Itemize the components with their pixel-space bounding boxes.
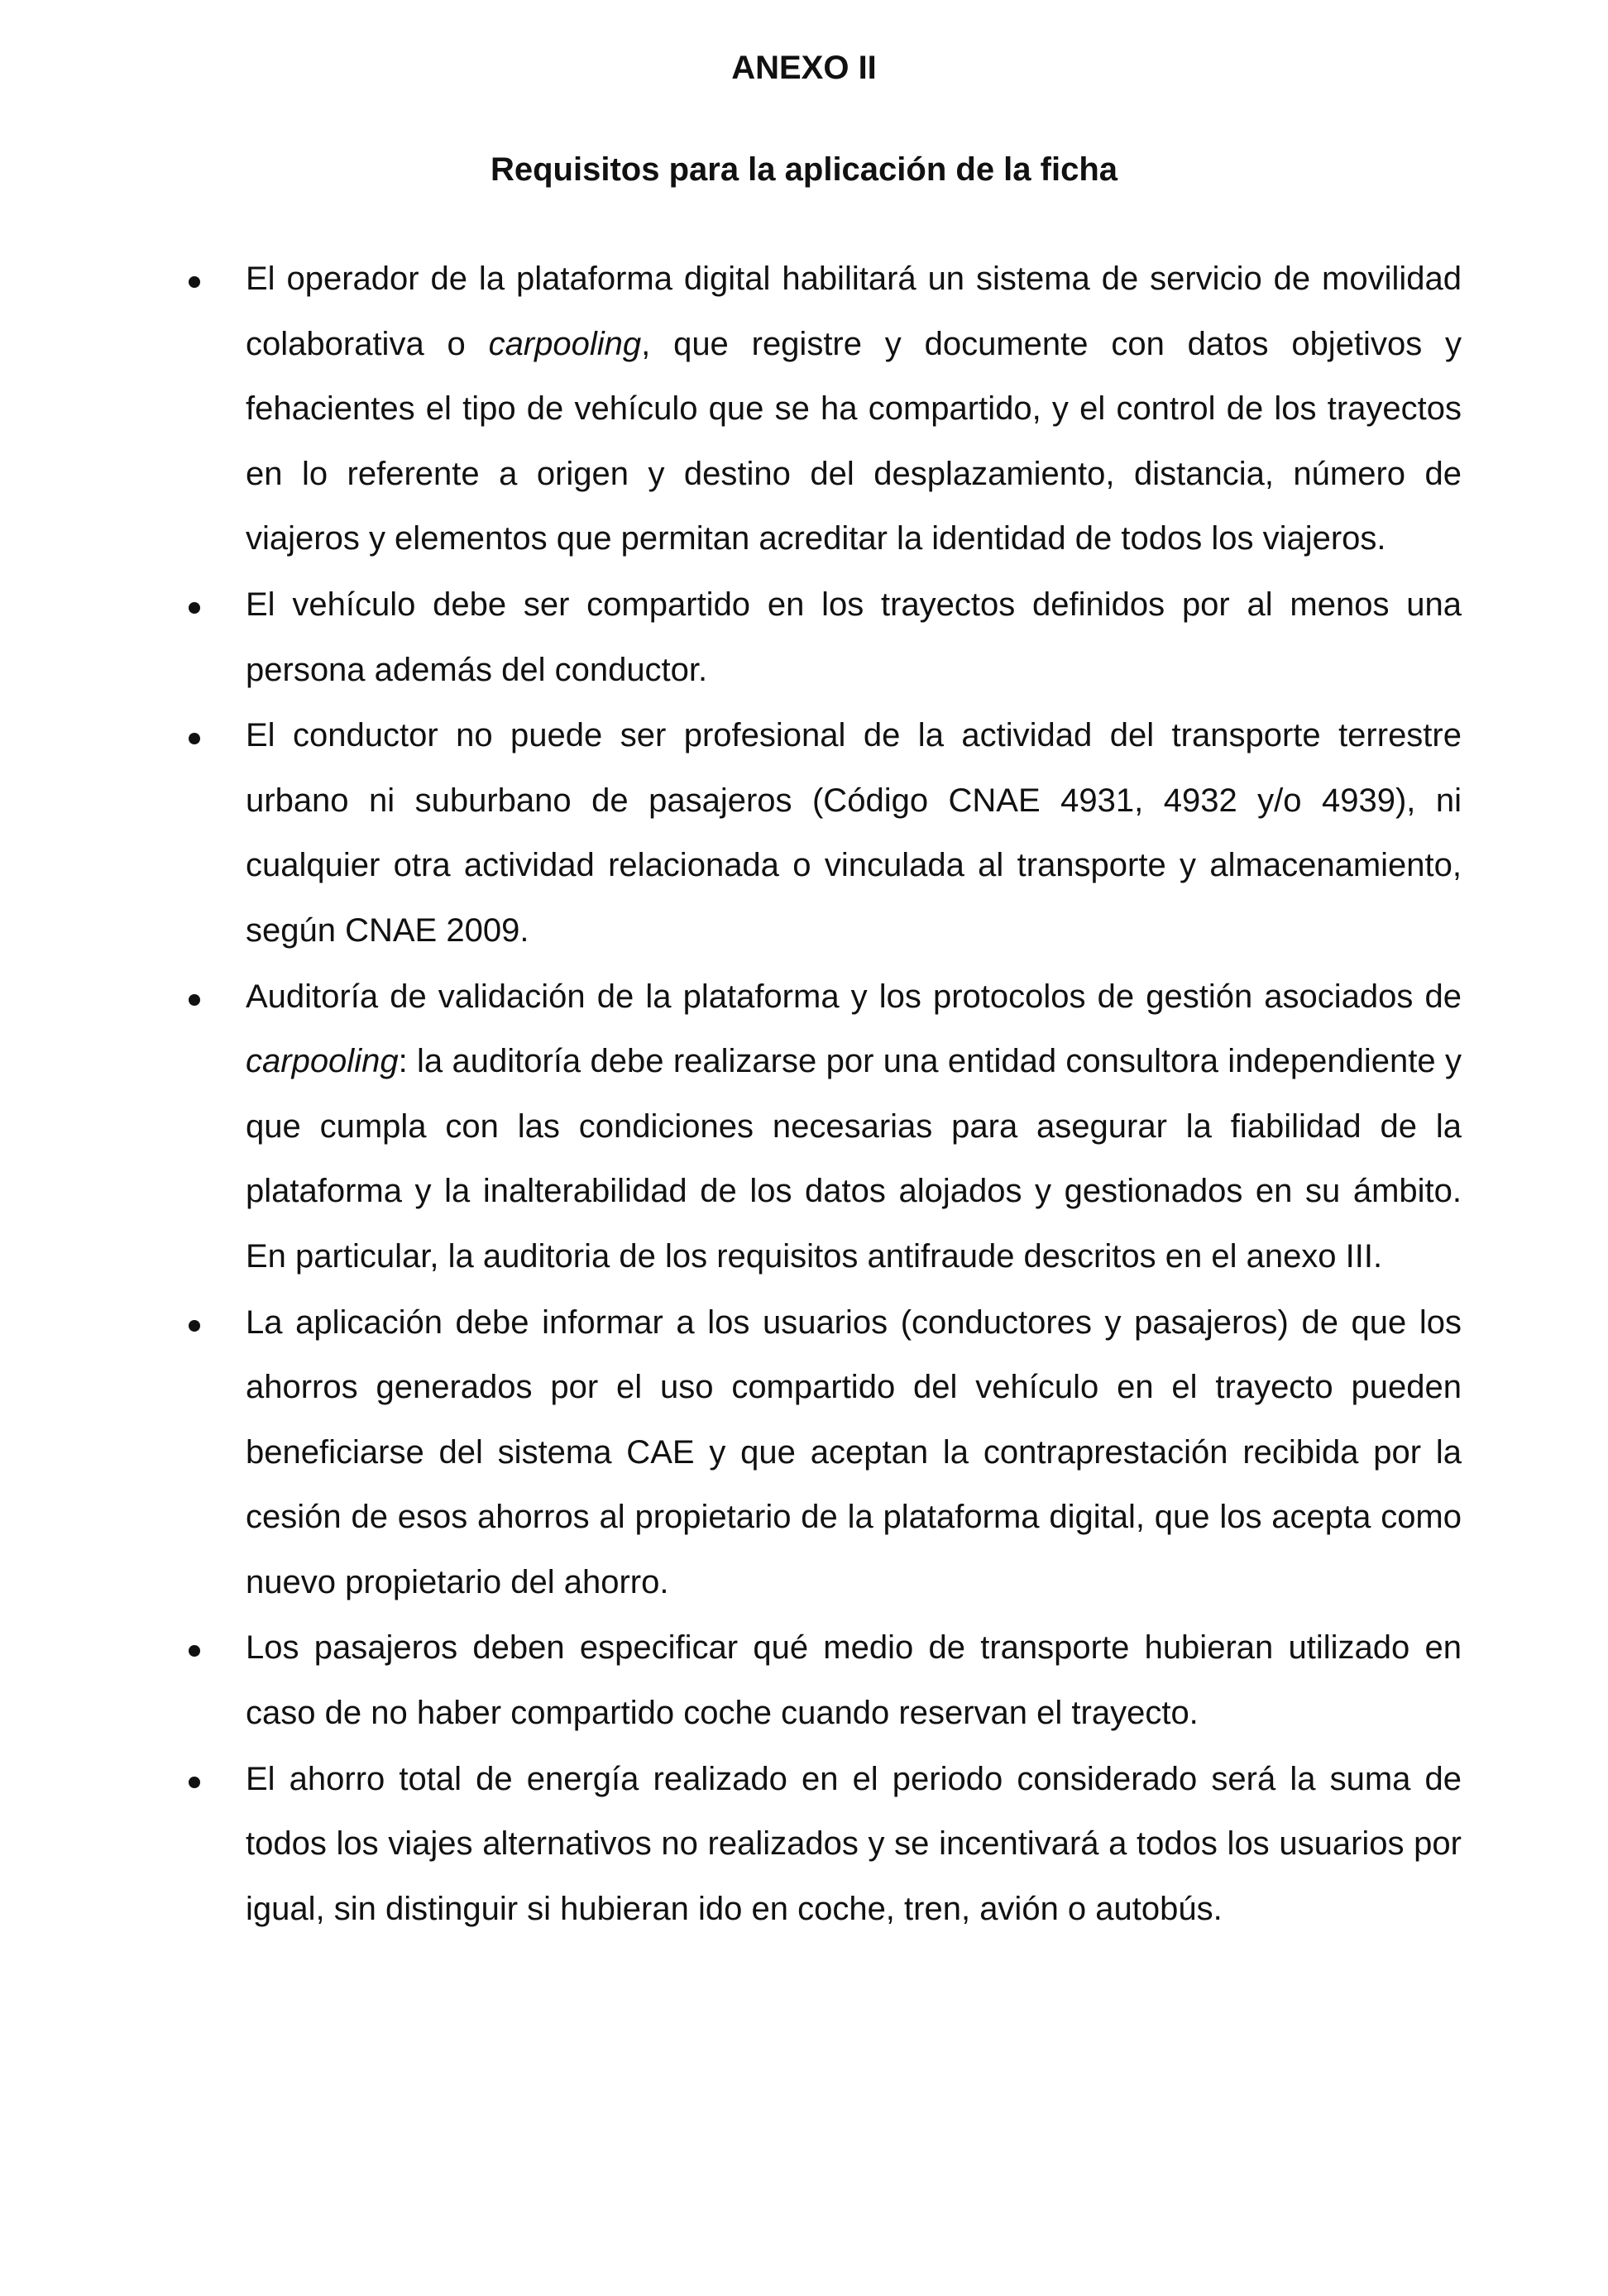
list-item [0,703,1608,963]
list-item-text: El operador de la plataforma digital habilitará un sistema de servicio de movilidad colaborativa o carpooling, que registre y documente con datos objetivos y fehacientes el tipo de vehículo que se ha compartido, y el control de los trayectos en lo referente a origen y destino del desplazamiento, distancia, número de viajeros y elementos que permitan acreditar la identidad de todos los viajeros. [246,261,1462,557]
list-item-text: Los pasajeros deben especificar qué medio de transporte hubieran utilizado en caso de no haber compartido coche cuando reservan el trayecto. [246,1629,1462,1732]
requirements-list [0,246,1608,1942]
bullet-icon [189,733,200,744]
annex-title: ANEXO II [731,50,877,86]
bullet-icon [189,276,200,288]
list-item-text: El vehículo debe ser compartido en los trayectos definidos por al menos una persona además del conductor. [246,586,1462,688]
bullet-icon [189,1777,200,1788]
bullet-icon [189,602,200,614]
italic-term: carpooling [488,325,642,362]
list-item-text: La aplicación debe informar a los usuarios (conductores y pasajeros) de que los ahorros generados por el uso compartido del vehículo en el trayecto pueden beneficiarse del sistema CAE y que aceptan la contraprestación recibida por la cesión de esos ahorros al propietario de la plataforma digital, que los acepta como nuevo propietario del ahorro. [246,1303,1462,1600]
list-item [0,964,1608,1289]
list-item-text: El ahorro total de energía realizado en el periodo considerado será la suma de todos los viajes alternativos no realizados y se incentivará a todos los usuarios por igual, sin distinguir si hubieran ido en coche, tren, avión o autobús. [246,1760,1462,1927]
list-item [0,246,1608,572]
italic-term: carpooling [246,1043,399,1080]
list-item [0,1747,1608,1942]
bullet-icon [189,1645,200,1657]
list-item-text: Auditoría de validación de la plataforma y los protocolos de gestión asociados de carpooling: la auditoría debe realizarse por una entidad consultora independiente y que cumpla con las condiciones necesarias para asegurar la fiabilidad de la plataforma y la inalterabilidad de los datos alojados y gestionados en su ámbito. En particular, la auditoria de los requisitos antifraude descritos en el anexo III. [246,978,1462,1275]
list-item-text: El conductor no puede ser profesional de la actividad del transporte terrestre urbano ni suburbano de pasajeros (Código CNAE 4931, 4932 y/o 4939), ni cualquier otra actividad relacionada o vinculada al transporte y almacenamiento, según CNAE 2009. [246,717,1462,949]
list-item [0,572,1608,702]
bullet-icon [189,994,200,1006]
list-item [0,1290,1608,1615]
bullet-icon [189,1320,200,1332]
annex-subtitle: Requisitos para la aplicación de la ficha [490,151,1118,188]
list-item [0,1615,1608,1745]
